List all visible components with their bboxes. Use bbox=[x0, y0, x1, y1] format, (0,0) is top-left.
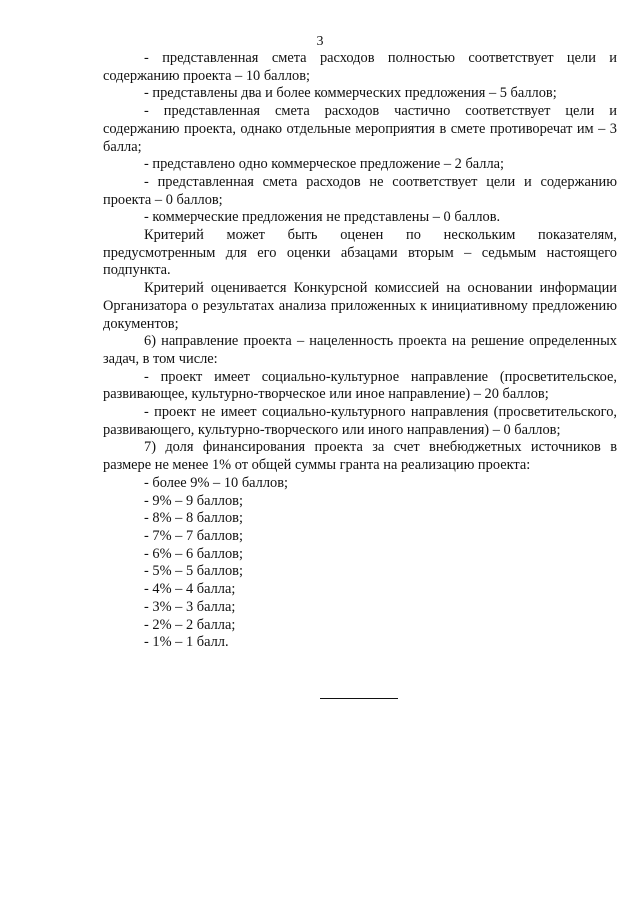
list-item: - 1% – 1 балл. bbox=[144, 634, 229, 651]
list-item: - 5% – 5 баллов; bbox=[144, 563, 243, 580]
score-list bbox=[144, 475, 617, 652]
end-rule bbox=[320, 698, 398, 699]
paragraph-budget-full: - представленная смета расходов полностью соответствует цели и содержанию проекта – 10 баллов; bbox=[103, 50, 617, 84]
list-item: - 8% – 8 баллов; bbox=[144, 510, 243, 527]
paragraph-one-offer: - представлено одно коммерческое предложение – 2 балла; bbox=[144, 156, 505, 173]
page-number: 3 bbox=[316, 34, 324, 49]
list-item: - 3% – 3 балла; bbox=[144, 598, 236, 615]
list-item: - 9% – 9 баллов; bbox=[144, 492, 243, 509]
paragraph-direction-no: - проект не имеет социально-культурного направления (просветительского, развивающего, культурно-творческого или иного направления) – 0 баллов; bbox=[103, 404, 617, 438]
list-item: - 4% – 4 балла; bbox=[144, 581, 236, 598]
list-item: - 7% – 7 баллов; bbox=[144, 527, 243, 544]
paragraph-criterion-indicators: Критерий может быть оценен по нескольким показателям, предусмотренным для его оценки абзацами вторым – седьмым настоящего подпункта. bbox=[103, 227, 617, 279]
paragraph-two-offers: - представлены два и более коммерческих предложения – 5 баллов; bbox=[144, 85, 557, 102]
list-item: - 2% – 2 балла; bbox=[144, 616, 236, 633]
document-body bbox=[103, 50, 617, 652]
paragraph-budget-none: - представленная смета расходов не соответствует цели и содержанию проекта – 0 баллов; bbox=[103, 173, 617, 208]
list-item: - более 9% – 10 баллов; bbox=[144, 474, 289, 491]
paragraph-budget-partial: - представленная смета расходов частично соответствует цели и содержанию проекта, однако отдельные мероприятия в смете противоречат им – 3 балла; bbox=[103, 103, 617, 155]
paragraph-direction-yes: - проект имеет социально-культурное направление (просветительское, развивающее, культурно-творческое или иное направление) – 20 баллов; bbox=[103, 368, 617, 403]
paragraph-criterion-commission: Критерий оценивается Конкурсной комиссией на основании информации Организатора о результатах анализа приложенных к инициативному предложению документов; bbox=[103, 280, 617, 332]
paragraph-funding-heading: 7) доля финансирования проекта за счет внебюджетных источников в размере не менее 1% от общей суммы гранта на реализацию проекта: bbox=[103, 439, 617, 474]
paragraph-direction-heading: 6) направление проекта – нацеленность проекта на решение определенных задач, в том числе: bbox=[103, 333, 617, 367]
list-item: - 6% – 6 баллов; bbox=[144, 545, 243, 562]
paragraph-no-offers: - коммерческие предложения не представлены – 0 баллов. bbox=[144, 209, 501, 226]
